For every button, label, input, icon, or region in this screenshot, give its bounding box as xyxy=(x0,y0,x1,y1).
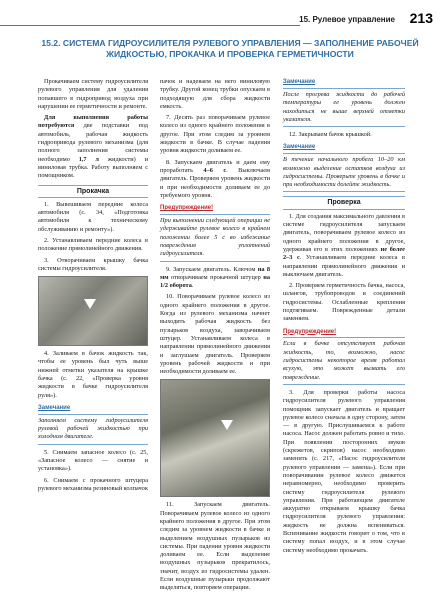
photo-reservoir-cap xyxy=(38,276,148,346)
arrow-icon xyxy=(84,299,96,309)
step-3: 3. Отворачиваем крышку бачка системы гидроусилителя. xyxy=(38,256,148,272)
note-text: В течение начального пробега 10–20 км возможно выделение остатков воздуха из гидросистемы. Проверьте уровень в бачке и при необходимости долейте жидкость. xyxy=(283,153,405,192)
section-title: 15. Рулевое управление xyxy=(299,15,395,24)
note-text: Заполняем систему гидроусилителя рулевой рабочей жидкостью при холодном двигателе. xyxy=(38,414,148,445)
step-4: 4. Заливаем в бачок жидкость так, чтобы ее уровень был чуть выше нижней отметки указателя на крышке бачка (с. 22, «Проверка уровня жидкости в бачке гидроусилителя руля»). xyxy=(38,350,148,399)
page-header xyxy=(0,10,441,30)
note-3 xyxy=(283,143,405,192)
step-9: 9. Запускаем двигатель. Ключом на 8 мм отворачиваем прокачной штуцер на 1/2 оборота. xyxy=(160,265,271,290)
warning-1 xyxy=(160,204,270,261)
step-7: 7. Десять раз поворачиваем рулевое колесо из одного крайнего положения в другое. При этом следим за уровнем жидкости в бачке. В случае падения уровня жидкости доливаем ее. xyxy=(160,114,270,155)
photo-bleed-fitting xyxy=(160,379,270,497)
arrow-icon xyxy=(221,420,233,430)
column-2 xyxy=(160,78,270,596)
step-12: 12. Закрываем бачок крышкой. xyxy=(289,131,372,139)
warning-label: Предупреждение! xyxy=(283,328,337,335)
check-3: 3. Для проверки работы насоса гидроусилителя рулевого управления помощник запускает двигатель и вращает рулевое колесо сначала в одну сторону, затем — в другую. Прислушиваемся к работе насоса. Насос должен работать ровно и тихо. При появлении посторонних звуков (скрежетов, скрипов) насос необходимо заменить (с. 217, «Насос гидроусилителя рулевого управления — замена»). Если при поворачивании рулевое колесо движется неравномерно, необходимо проверить систему гидроусилителя рулевого управления. При работающем двигателе аккуратно открываем крышку бачка гидроусилителя рулевого управления: жидкость не должна вспениваться. Вспенивание жидкости говорит о том, что в систему попал воздух, и в этом случае систему необходимо прокачать. xyxy=(283,388,405,554)
warning-text: Если в бачке отсутствует рабочая жидкость, то, возможно, насос гидросистемы некоторое время работал всухую, это может вызвать его повреждение. xyxy=(283,337,405,384)
step-6-cont: пачок и надеваем на него виниловую трубку. Другой конец трубки опускаем в подходящую для сбора жидкости емкость. xyxy=(160,78,270,110)
note-label: Замечание xyxy=(283,144,316,151)
warning-text: При выполнении следующей операции не удерживайте рулевое колесо в крайнем положении более 5 с во избежание повреждения уплотнений гидроусилителя. xyxy=(160,214,270,261)
step-5: 5. Снимаем запасное колесо (с. 25, «Запасное колесо — снятие и установка»). xyxy=(38,448,148,473)
subheading-pumping: Прокачка xyxy=(38,185,148,198)
check-2: 2. Проверяем герметичность бачка, насоса, шлангов, трубопроводов и соединений гидросистемы. Ослабленные крепления подтягиваем. Поврежденные детали заменяем. xyxy=(283,282,405,323)
tools-paragraph: Для выполнения работы потребуются две подставки под автомобиль, рабочая жидкость гидропривода рулевого механизма (для полного заполнения системы необходимо 1,7 л жидкости) и виниловая трубка. Работу выполняем с помощником. xyxy=(38,114,148,180)
note-2 xyxy=(283,78,405,127)
column-3 xyxy=(283,78,405,558)
page-number: 213 xyxy=(409,10,433,26)
step-8: 8. Запускаем двигатель и даем ему проработать 4–6 с. Выключаем двигатель. Проверяем уровень жидкости и при необходимости доливаем ее до требуемого уровня. xyxy=(160,158,270,199)
step-6: 6. Снимаем с прокачного штуцера рулевого механизма резиновый колпачок xyxy=(38,476,148,492)
note-text: После прогрева жидкости до рабочей температуры ее уровень должен находиться не выше верхней отметки указателя. xyxy=(283,88,405,127)
subheading-check: Проверка xyxy=(283,196,405,209)
column-1 xyxy=(38,78,148,496)
step-1: 1. Вывешиваем передние колеса автомобиля (с. 34, «Подготовка автомобиля к техническому обслуживанию и ремонту»). xyxy=(38,200,148,233)
note-1 xyxy=(38,404,148,445)
note-label: Замечание xyxy=(38,404,71,411)
check-1: 1. Для создания максимального давления в системе гидроусилителя запускаем двигатель, поворачиваем рулевое колесо из одного крайнего положения в другое, удерживая его в этих положениях не более 2–3 с. Устанавливаем передние колеса в направлении прямолинейного движения и выключаем двигатель. xyxy=(283,212,405,278)
warning-label: Предупреждение! xyxy=(160,205,214,212)
warning-2 xyxy=(283,328,405,385)
note-label: Замечание xyxy=(283,79,316,85)
step-11: 11. Запускаем двигатель. Поворачиваем рулевое колесо из одного крайнего положения в другое. При этом следим за уровнем жидкости в бачке и выделением воздушных пузырьков из системы. При падении уровня жидкости доливаем ее. Если выделение воздушных пузырьков прекратилось, значит, воздух из гидросистемы удален. Если воздушные пузырьки продолжают выделяться, повторяем операции. xyxy=(160,501,270,592)
step-2: 2. Устанавливаем передние колеса в положение прямолинейного движения. xyxy=(38,236,148,253)
intro-paragraph: Прокачиваем систему гидроусилителя рулевого управления для удаления попавшего в гидропривод воздуха при нарушении ее герметичности и ремонте. xyxy=(38,78,148,110)
header-rule xyxy=(0,25,300,26)
step-10: 10. Поворачиваем рулевое колесо из одного крайнего положения в другое. Когда из рулевого механизма начнет выходить рабочая жидкость без пузырьков воздуха, заворачиваем штуцер. Устанавливаем колеса в направлении прямолинейного движения и заглушаем двигатель. Проверяем уровень рабочей жидкости и при необходимости доливаем ее. xyxy=(160,293,270,376)
chapter-title: 15.2. СИСТЕМА ГИДРОУСИЛИТЕЛЯ РУЛЕВОГО УПРАВЛЕНИЯ — ЗАПОЛНЕНИЕ РАБОЧЕЙ ЖИДКОСТЬЮ, ПРОКАЧКА И ПРОВЕРКА ГЕРМЕТИЧНОСТИ xyxy=(41,38,419,59)
